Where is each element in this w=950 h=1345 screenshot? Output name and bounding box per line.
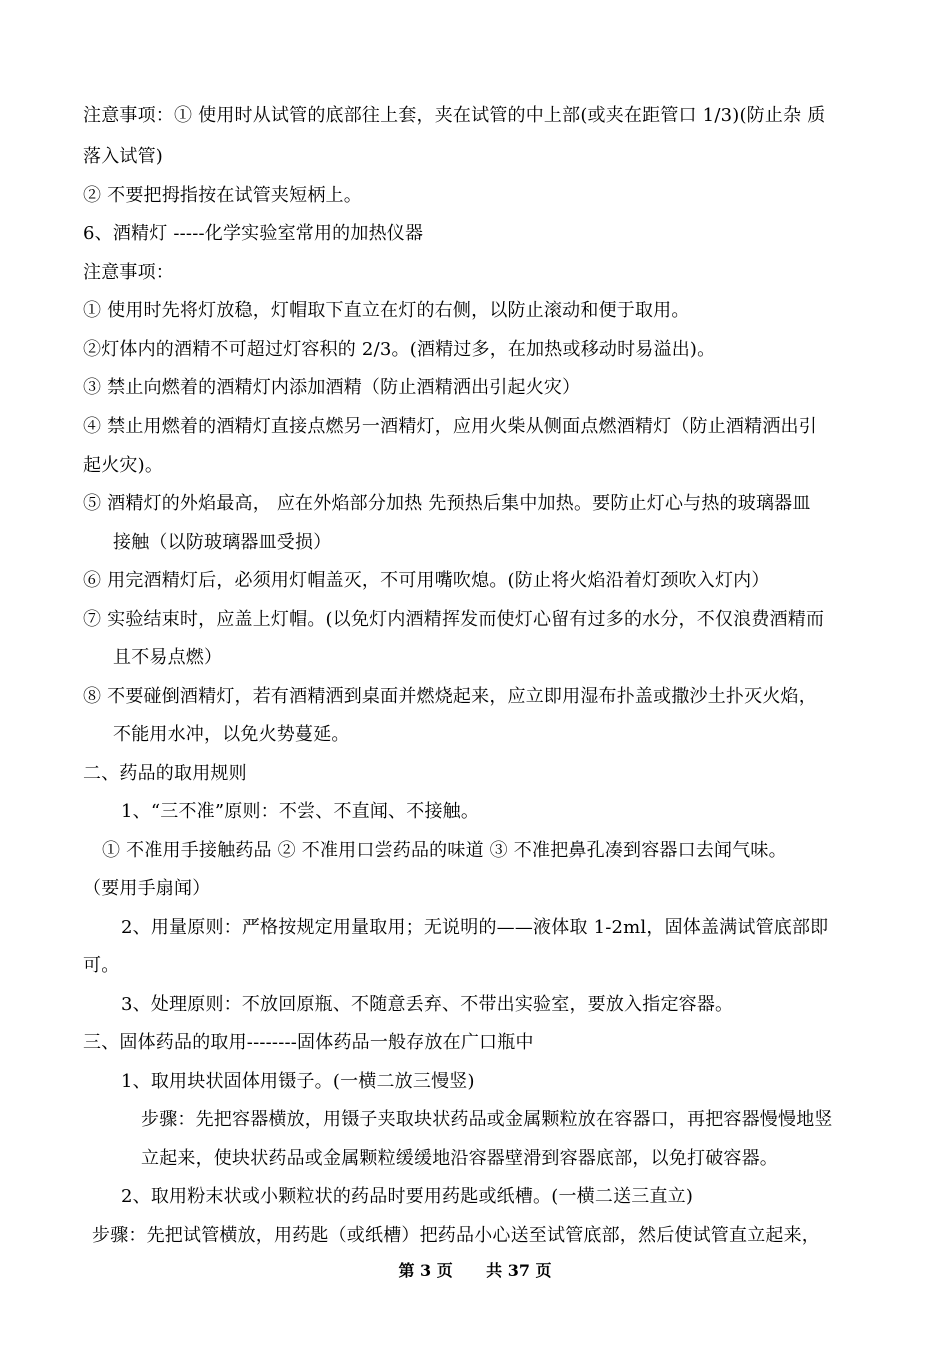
text-line: 可。 bbox=[83, 955, 120, 976]
text-line: 接触（以防玻璃器皿受损） bbox=[113, 532, 332, 553]
text-line: ⑤ 酒精灯的外焰最高， 应在外焰部分加热 先预热后集中加热。要防止灯心与热的玻璃器皿 bbox=[83, 493, 811, 514]
section-heading: 二、药品的取用规则 bbox=[83, 763, 247, 784]
text-line: 1、“三不准”原则：不尝、不直闻、不接触。 bbox=[121, 801, 480, 822]
text-line: 起火灾)。 bbox=[83, 455, 164, 476]
text-line: 1、取用块状固体用镊子。(一横二放三慢竖) bbox=[121, 1071, 475, 1092]
text-line: （要用手扇闻） bbox=[83, 878, 211, 899]
text-line: 2、取用粉末状或小颗粒状的药品时要用药匙或纸槽。(一横二送三直立) bbox=[121, 1186, 694, 1207]
section-heading: 6、酒精灯 -----化学实验室常用的加热仪器 bbox=[83, 223, 424, 244]
text-line: 注意事项：① 使用时从试管的底部往上套，夹在试管的中上部(或夹在距管口 1/3)(防止杂 质 bbox=[83, 105, 826, 126]
text-line: 不能用水冲，以免火势蔓延。 bbox=[113, 724, 350, 745]
text-line: 3、处理原则：不放回原瓶、不随意丢弃、不带出实验室，要放入指定容器。 bbox=[121, 994, 734, 1015]
page-footer: 第 3 页 共 37 页 bbox=[398, 1261, 552, 1280]
text-line: 2、用量原则：严格按规定用量取用；无说明的——液体取 1-2ml，固体盖满试管底部即 bbox=[121, 917, 829, 938]
text-line: ⑧ 不要碰倒酒精灯，若有酒精洒到桌面并燃烧起来，应立即用湿布扑盖或撒沙土扑灭火焰， bbox=[83, 686, 817, 707]
text-line: ④ 禁止用燃着的酒精灯直接点燃另一酒精灯，应用火柴从侧面点燃酒精灯（防止酒精洒出引 bbox=[83, 416, 817, 437]
text-line: 且不易点燃） bbox=[113, 647, 223, 668]
text-line: ① 不准用手接触药品 ② 不准用口尝药品的味道 ③ 不准把鼻孔凑到容器口去闻气味。 bbox=[102, 840, 787, 861]
text-line: ① 使用时先将灯放稳，灯帽取下直立在灯的右侧，以防止滚动和便于取用。 bbox=[83, 300, 690, 321]
text-line: 步骤：先把试管横放，用药匙（或纸槽）把药品小心送至试管底部，然后使试管直立起来， bbox=[92, 1225, 820, 1246]
text-line: ⑦ 实验结束时，应盖上灯帽。(以免灯内酒精挥发而使灯心留有过多的水分，不仅浪费酒精而 bbox=[83, 609, 825, 630]
text-line: 步骤：先把容器横放，用镊子夹取块状药品或金属颗粒放在容器口，再把容器慢慢地竖 bbox=[141, 1109, 833, 1130]
text-line: 立起来，使块状药品或金属颗粒缓缓地沿容器壁滑到容器底部，以免打破容器。 bbox=[141, 1148, 778, 1169]
text-line: ③ 禁止向燃着的酒精灯内添加酒精（防止酒精洒出引起火灾） bbox=[83, 377, 581, 398]
text-line: ⑥ 用完酒精灯后，必须用灯帽盖灭，不可用嘴吹熄。(防止将火焰沿着灯颈吹入灯内） bbox=[83, 570, 770, 591]
text-line: ②灯体内的酒精不可超过灯容积的 2/3。(酒精过多，在加热或移动时易溢出)。 bbox=[83, 339, 716, 360]
section-heading: 三、固体药品的取用--------固体药品一般存放在广口瓶中 bbox=[83, 1032, 534, 1053]
text-line: 落入试管) bbox=[83, 146, 164, 167]
text-line: ② 不要把拇指按在试管夹短柄上。 bbox=[83, 185, 362, 206]
text-line: 注意事项： bbox=[83, 262, 174, 283]
